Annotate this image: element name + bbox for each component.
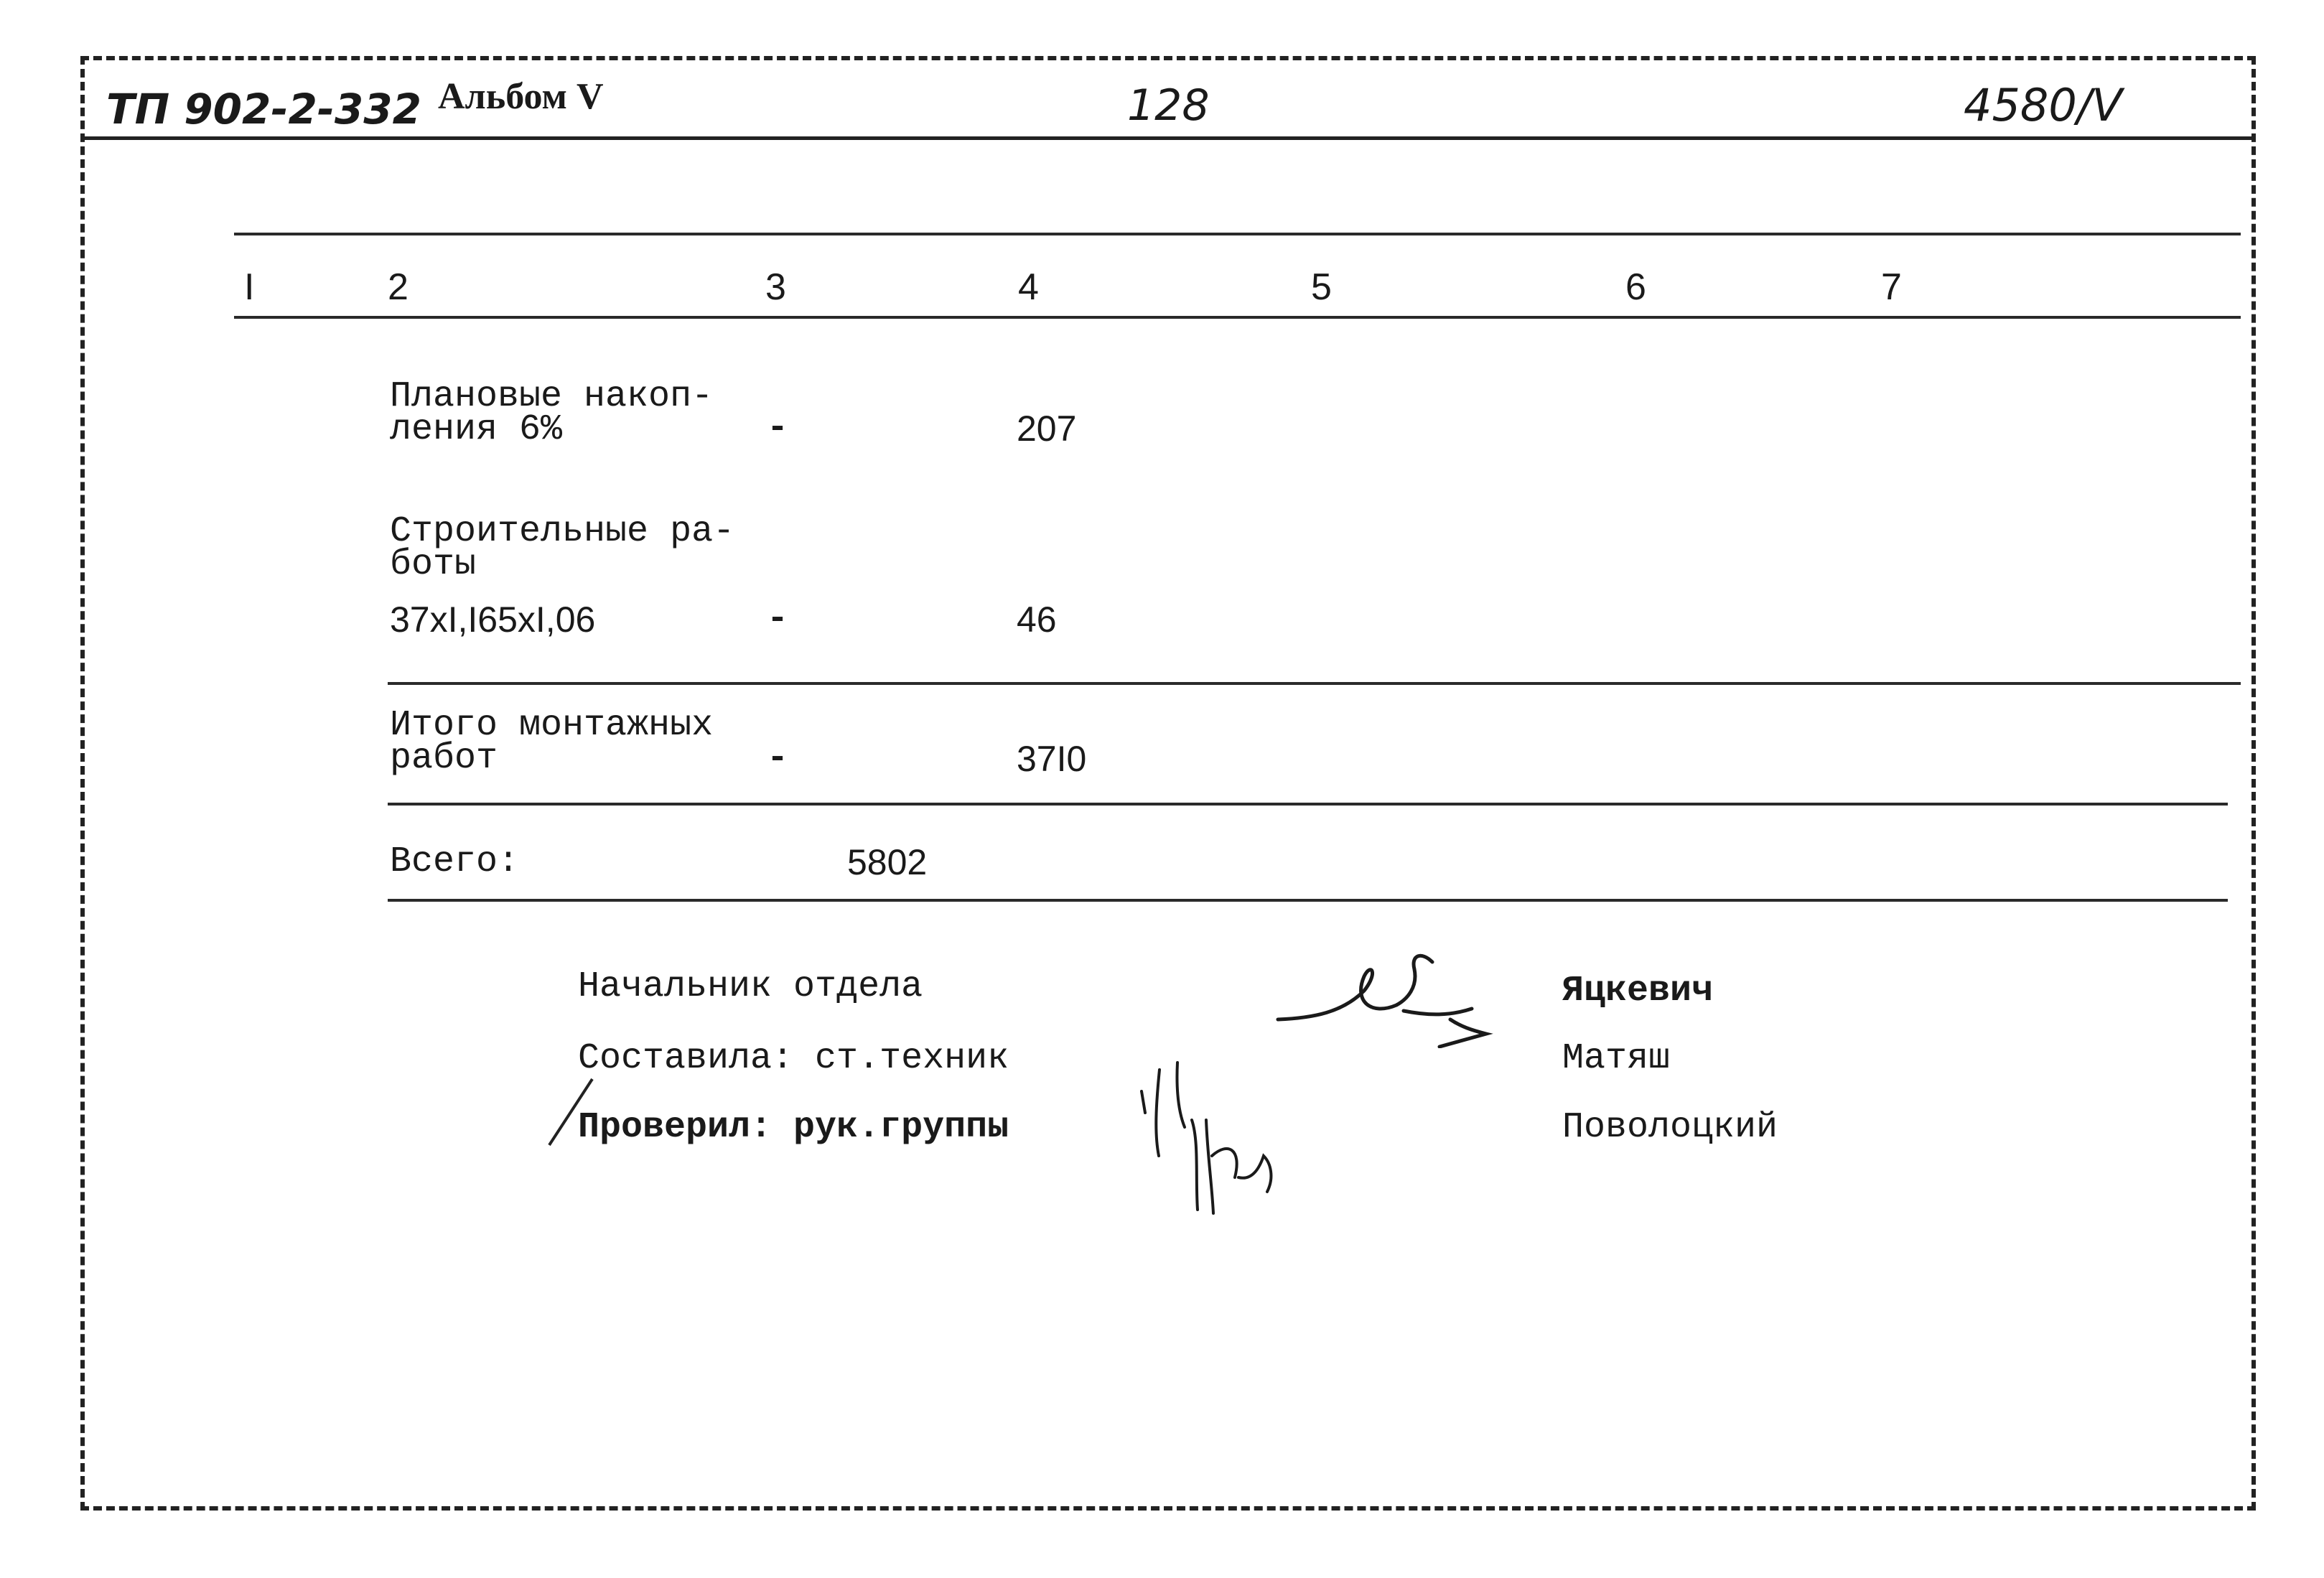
row-col4-value: 37I0 xyxy=(1017,739,1087,779)
signature-name: Матяш xyxy=(1562,1038,1671,1079)
check-mark-stroke xyxy=(542,1073,599,1152)
total-value: 5802 xyxy=(847,842,928,882)
handwritten-signature-checker xyxy=(1127,1041,1299,1228)
signature-role: Проверил: рук.группы xyxy=(578,1107,1009,1148)
row-col4-value: 207 xyxy=(1017,408,1077,449)
column-header-1: I xyxy=(244,266,255,308)
row-label-line: боты xyxy=(390,544,477,585)
row-col3-value: - xyxy=(767,408,789,449)
row-label-line: 37хI,I65хI,06 xyxy=(390,599,596,640)
row-col3-value: - xyxy=(767,738,789,779)
row-label-line: работ xyxy=(390,738,498,779)
total-bottom-rule xyxy=(388,899,2228,902)
column-header-3: 3 xyxy=(765,266,786,308)
row-col4-value: 46 xyxy=(1017,599,1057,640)
column-header-2: 2 xyxy=(388,266,409,308)
total-top-rule xyxy=(388,803,2228,806)
column-header-rule xyxy=(234,316,2241,319)
signature-name: Яцкевич xyxy=(1562,971,1714,1012)
signature-role: Составила: ст.техник xyxy=(578,1038,1009,1079)
album-label: Альбом V xyxy=(438,76,604,117)
column-header-5: 5 xyxy=(1311,266,1332,308)
header-divider xyxy=(80,136,2256,140)
column-header-7: 7 xyxy=(1881,266,1902,308)
column-header-6: 6 xyxy=(1625,266,1646,308)
table-top-rule xyxy=(234,233,2241,235)
signature-name: Поволоцкий xyxy=(1562,1107,1778,1148)
handwritten-signature-head xyxy=(1271,933,1501,1048)
inventory-number: 4580/V xyxy=(1964,79,2123,131)
column-header-4: 4 xyxy=(1018,266,1039,308)
subtotal-rule xyxy=(388,682,2241,685)
signature-role: Начальник отдела xyxy=(578,966,923,1007)
document-designation: ТП 902-2-332 xyxy=(106,85,421,134)
row-label-line: ления 6% xyxy=(390,409,563,450)
total-label: Всего: xyxy=(390,841,520,882)
row-col3-value: - xyxy=(767,599,789,640)
page-number: 128 xyxy=(1127,80,1210,131)
row-label-line: Плановые накоп- xyxy=(390,376,714,417)
row-label-line: Итого монтажных xyxy=(390,705,714,746)
row-label-line: Строительные ра- xyxy=(390,511,735,552)
